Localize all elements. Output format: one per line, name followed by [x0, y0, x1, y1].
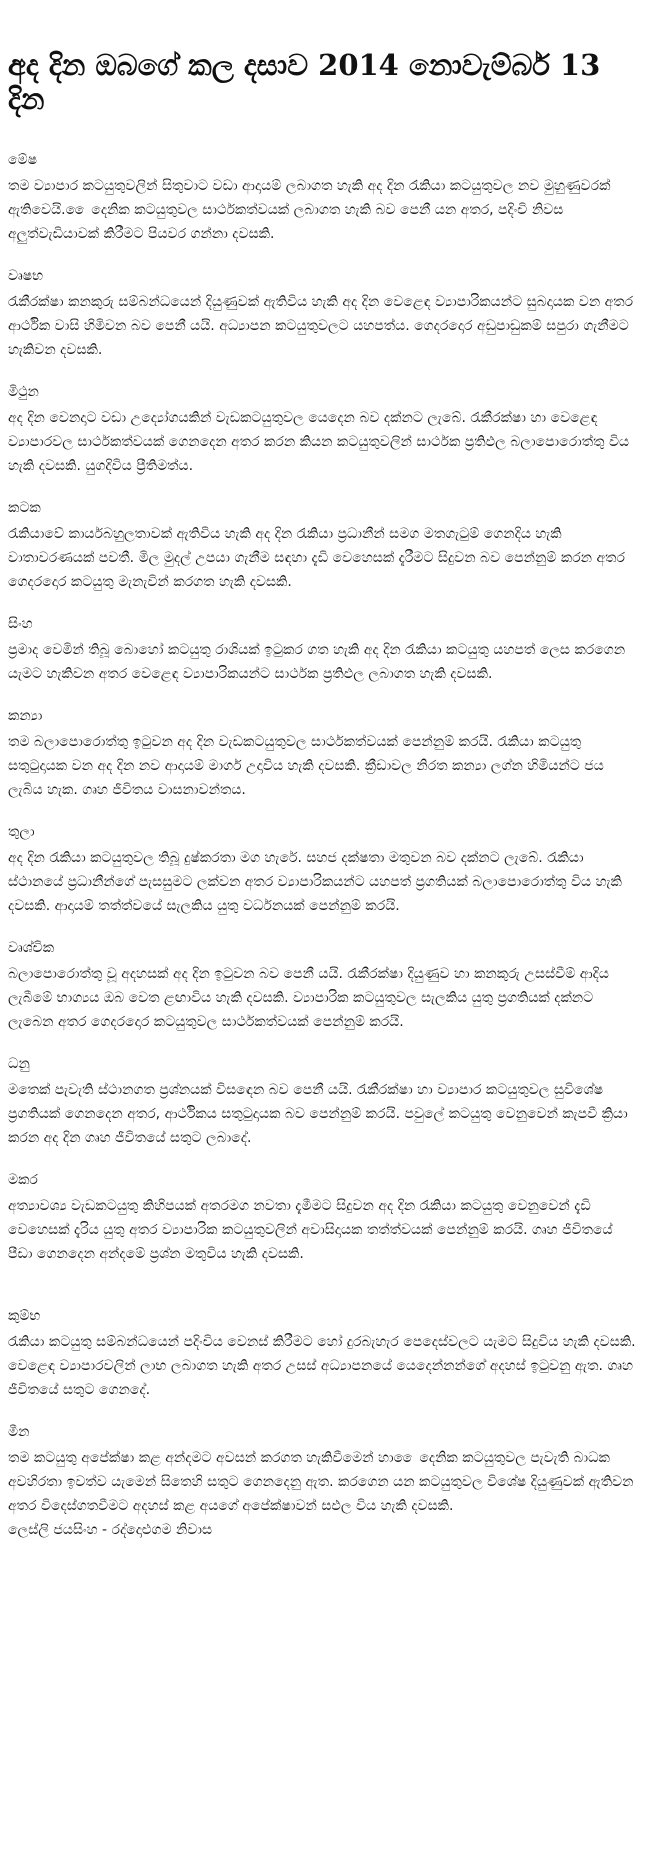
sign-heading-meena: මීන: [8, 1424, 30, 1440]
sign-heading-kataka: කටක: [8, 500, 41, 516]
section-spacer: [8, 1286, 640, 1306]
sign-text-kumbha: රැකියා කටයුතු සම්බන්ධයෙන් පදිංචිය වෙනස් කිරීමට හෝ දුරබැහැර පෙදෙස්වලට යැමට සිදුවිය හැකි දවසකි. වෙළෙඳ ව්‍යාපාරවලින් ලාභ ලබාගත හැකි අතර උසස් අධ්‍යාපනයේ යෙදෙන්නන්ගේ අදහස් ඉටුවනු ඇත. ගෘහ ජීවිතයේ සතුට ගෙනදේ.: [8, 1334, 636, 1398]
horoscope-section-thula: [8, 822, 640, 918]
sign-heading-kumbha: කුම්භ: [8, 1308, 41, 1324]
horoscope-section-kataka: [8, 498, 640, 594]
sign-text-vrushabha: රැකීරක්ෂා කනකුරු සම්බන්ධයෙන් දියුණුවක් ඇතිවිය හැකි අද දින වෙළෙඳ ව්‍යාපාරිකයන්ට සුබදායක වන අතර ආර්ථික වාසි හිමිවන බව පෙනී යයි. අධ්‍යාපන කටයුතුවලට යහපත්ය. ගෙදරදොර අඩුපාඩුකම් සපුරා ගැනීමට හැකිවන දවසකි.: [8, 294, 634, 358]
sign-heading-makara: මකර: [8, 1172, 38, 1188]
sign-text-mithuna: අද දින වෙනදාට වඩා උද්‍යෝගයකින් වැඩකටයුතුවල යෙදෙන බව දක්නට ලැබේ. රැකීරක්ෂා හා වෙළෙඳ ව්‍යාපාරවල සාර්ථකත්වයක් ගෙනදෙන අතර කරන කියන කටයුතුවලින් සාර්ථක ප්‍රතිඵල බලාපොරොත්තු විය හැකි දවසකි. යුගදිවිය ප්‍රීතිමත්ය.: [8, 410, 630, 474]
sign-text-meena: තම කටයුතු අපේක්ෂා කළ අන්දමට අවසන් කරගත හැකිවීමෙන් හා ෛදෙනික කටයුතුවල පැවැති බාධක අවහිරතා ඉවත්ව යැමෙන් සිතෙහි සතුට ගෙනදෙනු ඇත. කරගෙන යන කටයුතුවල විශේෂ දියුණුවක් ඇතිවන අතර විදෙස්ගතවීමට අදහස් කළ අයගේ අපේක්ෂාවන් සඵල විය හැකි දවසකි.: [8, 1450, 634, 1514]
sign-text-vruschika: බලාපොරොත්තු වූ අදහසක් අද දින ඉටුවන බව පෙනී යයි. රැකීරක්ෂා දියුණුව හා කනකුරු උසස්වීම් ආදිය ලැබීමේ භාග්‍යය ඔබ වෙත ළඟාවිය හැකි දවසකි. ව්‍යාපාරික කටයුතුවල සැලකිය යුතු ප්‍රගතියක් දක්නට ලැබෙන අතර ගෙදරදොර කටයුතුවල සාර්ථකත්වයක් පෙන්නුම් කරයි.: [8, 966, 609, 1030]
sign-heading-dhanu: ධනු: [8, 1056, 30, 1072]
horoscope-section-vrushabha: [8, 266, 640, 362]
sign-heading-mesha: මේෂ: [8, 152, 38, 168]
sign-heading-kanya: කන්‍යා: [8, 708, 43, 724]
sign-text-kataka: රැකියාවේ කාර්යබහුලතාවක් ඇතිවිය හැකි අද දින රැකියා ප්‍රධානීන් සමග මතගැටුම් ගෙනදිය හැකි වාතාවරණයක් පවතී. මිල මුදල් උපයා ගැනීම සඳහා දැඩි වෙහෙසක් දැරීමට සිදුවන බව පෙන්නුම් කරන අතර ගෙදරදොර කටයුතු මැනැවින් කරගත හැකි දවසකි.: [8, 526, 625, 590]
sign-text-simha: ප්‍රමාද වෙමින් තිබූ බොහෝ කටයුතු රාශියක් ඉටුකර ගත හැකි අද දින රැකියා කටයුතු යහපත් ලෙස කරගෙන යැමට හැකිවන අතර වෙළෙඳ ව්‍යාපාරිකයන්ට සාර්ථක ප්‍රතිඵල ලබාගත හැකි දවසකි.: [8, 642, 626, 682]
sign-heading-simha: සිංහ: [8, 616, 33, 632]
horoscope-section-meena: [8, 1422, 640, 1542]
sign-heading-mithuna: මිථුන: [8, 384, 39, 400]
author-credit: ලෙස්ලි ජයසිංහ - රද්දොළුගම නිවාස: [8, 1522, 213, 1538]
horoscope-section-simha: [8, 614, 640, 686]
horoscope-section-dhanu: [8, 1054, 640, 1150]
sign-heading-vrushabha: වෘෂභ: [8, 268, 44, 284]
horoscope-section-kanya: [8, 706, 640, 802]
sign-heading-thula: තුලා: [8, 824, 35, 840]
sign-text-thula: අද දින රැකියා කටයුතුවල තිබූ දුෂ්කරතා මග හැරේ. සහජ දක්ෂතා මතුවන බව දක්නට ලැබේ. රැකියා ස්ථානයේ ප්‍රධානීන්ගේ පැසසුමට ලක්වන අතර ව්‍යාපාරිකයන්ට යහපත් ප්‍රගතියක් බලාපොරොත්තු විය හැකි දවසකි. ආදායම් තත්ත්වයේ සැලකිය යුතු වර්ධනයක් පෙන්නුම් කරයි.: [8, 850, 622, 914]
article-title: අද දින ඔබගේ කල දසාව 2014 නොවැම්බර් 13 දින: [8, 48, 601, 116]
sign-text-dhanu: මතෙක් පැවැති ස්ථානගත ප්‍රශ්නයක් විසඳෙන බව පෙනී යයි. රැකීරක්ෂා හා ව්‍යාපාර කටයුතුවල සුවිශේෂ ප්‍රගතියක් ගෙනදෙන අතර, ආර්ථිකය සතුටුදායක බව පෙන්නුම් කරයි. පවුලේ කටයුතු වෙනුවෙන් කැපවී ක්‍රියා කරන අද දින ගෘහ ජීවිතයේ සතුට ලබාදේ.: [8, 1082, 628, 1146]
horoscope-section-mesha: [8, 150, 640, 246]
sign-text-makara: අත්‍යාවශ්‍ය වැඩකටයුතු කිහිපයක් අතරමග නවතා දැමීමට සිදුවන අද දින රැකියා කටයුතු වෙනුවෙන් දැඩි වෙහෙසක් දැරිය යුතු අතර ව්‍යාපාරික කටයුතුවලින් අවාසිදායක තත්ත්වයක් පෙන්නුම් කරයි. ගෘහ ජීවිතයේ පීඩා ගෙනදෙන අන්දමේ ප්‍රශ්න මතුවිය හැකි දවසකි.: [8, 1198, 613, 1262]
horoscope-section-mithuna: [8, 382, 640, 478]
horoscope-section-kumbha: [8, 1306, 640, 1402]
horoscope-section-vruschika: [8, 938, 640, 1034]
horoscope-section-makara: [8, 1170, 640, 1266]
sign-heading-vruschika: වෘශ්චික: [8, 940, 55, 956]
sign-text-kanya: තම බලාපොරොත්තු ඉටුවන අද දින වැඩකටයුතුවල සාර්ථකත්වයක් පෙන්නුම් කරයි. රැකියා කටයුතු සතුටුදායක වන අද දින නව ආදායම් මාර්ග උදාවිය හැකි දවසකි. ක්‍රීඩාවල නිරත කන්‍යා ලග්න හිමියන්ට ජය ලැබිය හැක. ගෘහ ජීවිතය වාසනාවන්තය.: [8, 734, 604, 798]
sign-text-mesha: තම ව්‍යාපාර කටයුතුවලින් සිතුවාට වඩා ආදායම් ලබාගත හැකි අද දින රැකියා කටයුතුවල නව මුහුණුවරක් ඇතිවෙයි. ෛදෙනික කටයුතුවල සාර්ථකත්වයක් ලබාගත හැකි බව පෙනී යන අතර, පදිංචි නිවස අලුත්වැඩියාවක් කිරීමට පියවර ගන්නා දවසකි.: [8, 178, 611, 242]
